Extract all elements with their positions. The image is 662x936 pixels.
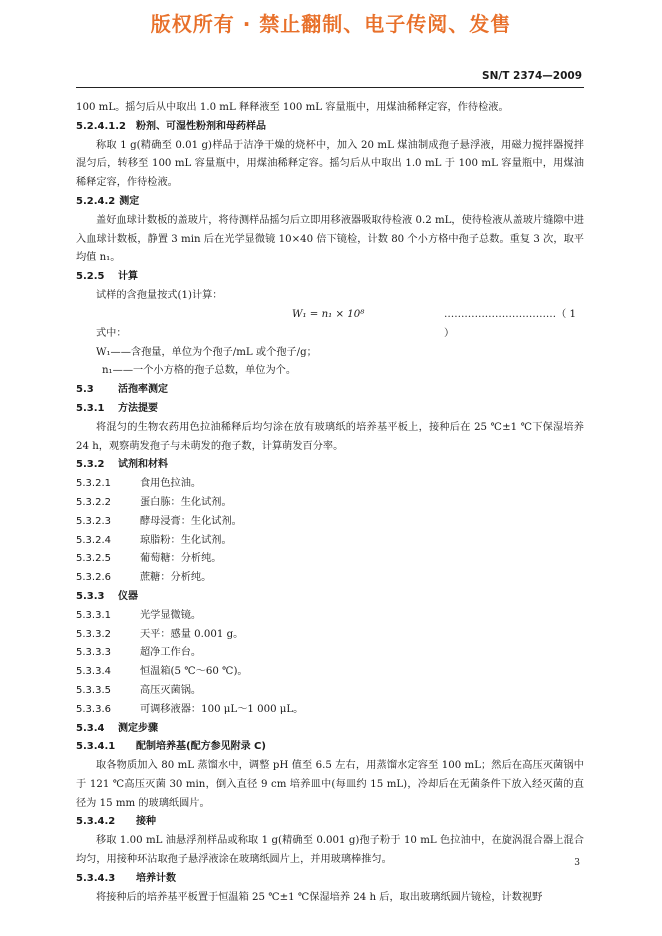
paragraph-culture-medium: 取各物质加入 80 mL 蒸馏水中，调整 pH 值至 6.5 左右，用蒸馏水定容至 100 mL；然后在高压灭菌锅中于 121 ℃高压灭菌 30 min，倒入直径 9 cm 培养皿中(每皿约 15 mL)，冷却后在无菌条件下放入经灭菌的直径为 15 mm 的玻璃纸圆片。 bbox=[76, 760, 584, 809]
section-heading-5-3-4-1: 5.3.4.1 配制培养基(配方参见附录 C) bbox=[76, 741, 266, 753]
list-item: 5.3.2.1 食用色拉油。 bbox=[76, 478, 202, 490]
list-item: 5.3.3.5 高压灭菌锅。 bbox=[76, 684, 202, 696]
section-heading-5-3-4-2: 5.3.4.2 接种 bbox=[76, 816, 156, 828]
section-heading-5-3-4-3: 5.3.4.3 培养计数 bbox=[76, 872, 176, 884]
formula-number: ……………………………（ 1 ） bbox=[444, 308, 576, 339]
list-item: 5.3.2.5 葡萄糖：分析纯。 bbox=[76, 553, 222, 565]
section-heading-5-2-5: 5.2.5 计算 bbox=[76, 271, 138, 283]
list-item: 5.3.3.2 天平：感量 0.001 g。 bbox=[76, 628, 244, 640]
section-heading-5-3: 5.3 活孢率测定 bbox=[76, 384, 168, 396]
paragraph-method-summary: 将混匀的生物农药用色拉油稀释后均匀涂在放有玻璃纸的培养基平板上，接种后在 25 ℃±1 ℃下保湿培养 24 h，观察萌发孢子与未萌发的孢子数，计算萌发百分率。 bbox=[76, 421, 584, 452]
page-number: 3 bbox=[574, 858, 580, 868]
section-heading-5-3-3: 5.3.3 仪器 bbox=[76, 590, 138, 602]
list-item: 5.3.2.6 蔗糖：分析纯。 bbox=[76, 572, 212, 584]
list-item: 5.3.2.2 蛋白胨：生化试剂。 bbox=[76, 496, 232, 508]
where-label: 式中： bbox=[96, 327, 127, 339]
standard-code: SN/T 2374—2009 bbox=[482, 70, 582, 82]
document-body bbox=[76, 99, 584, 907]
list-item: 5.3.3.6 可调移液器：100 μL～1 000 μL。 bbox=[76, 703, 304, 715]
formula-expression: W₁ = n₁ × 10⁸ bbox=[292, 308, 365, 320]
section-heading-5-2-4-2: 5.2.4.2 测定 bbox=[76, 195, 140, 207]
copyright-watermark: 版权所有 · 禁止翻制、电子传阅、发售 bbox=[150, 12, 512, 36]
list-item: 5.3.3.4 恒温箱(5 ℃～60 ℃)。 bbox=[76, 666, 248, 678]
reagent-list bbox=[76, 475, 584, 588]
instrument-list bbox=[76, 607, 584, 720]
paragraph-powder-sample: 称取 1 g(精确至 0.01 g)样品于洁净干燥的烧杯中，加入 20 mL 煤油制成孢子悬浮液，用磁力搅拌器搅拌混匀后，转移至 100 mL 容量瓶中，用煤油稀释定容。摇匀后从中取出 1.0 mL 于 100 mL 容量瓶中，用煤油稀释定容，作待检液。 bbox=[76, 139, 584, 189]
list-item: 5.3.3.1 光学显微镜。 bbox=[76, 609, 202, 621]
section-heading-5-3-4: 5.3.4 测定步骤 bbox=[76, 722, 158, 734]
paragraph-measurement: 盖好血球计数板的盖玻片，将待测样品摇匀后立即用移液器吸取待检液 0.2 mL，使待检液从盖玻片缝隙中进入血球计数板，静置 3 min 后在光学显微镜 10×40 倍下镜检，计数 80 个小方格中孢子总数。重复 3 次，取平均值 n₁。 bbox=[76, 214, 584, 264]
header-rule bbox=[76, 87, 584, 88]
section-heading-5-3-1: 5.3.1 方法提要 bbox=[76, 402, 158, 414]
definition-n1: n₁——一个小方格的孢子总数，单位为个。 bbox=[102, 365, 297, 377]
paragraph-culture-count: 将接种后的培养基平板置于恒温箱 25 ℃±1 ℃保湿培养 24 h 后，取出玻璃纸圆片镜检，计数视野 bbox=[96, 891, 543, 903]
definition-w1: W₁——含孢量，单位为个孢子/mL 或个孢子/g； bbox=[96, 346, 317, 358]
paragraph-calculation: 试样的含孢量按式(1)计算： bbox=[96, 289, 223, 301]
paragraph-continuation: 100 mL。摇匀后从中取出 1.0 mL 释释液至 100 mL 容量瓶中，用煤油稀释定容，作待检液。 bbox=[76, 102, 509, 113]
list-item: 5.3.2.4 琼脂粉：生化试剂。 bbox=[76, 534, 232, 546]
list-item: 5.3.2.3 酵母浸膏：生化试剂。 bbox=[76, 515, 242, 527]
paragraph-inoculation: 移取 1.00 mL 油悬浮剂样品或称取 1 g(精确至 0.001 g)孢子粉于 10 mL 色拉油中，在旋涡混合器上混合均匀，用接种环沾取孢子悬浮液涂在玻璃纸圆片上，并用玻璃棒推匀。 bbox=[76, 835, 584, 866]
section-heading-5-3-2: 5.3.2 试剂和材料 bbox=[76, 459, 168, 471]
section-heading-5-2-4-1-2: 5.2.4.1.2 粉剂、可湿性粉剂和母药样品 bbox=[76, 120, 266, 132]
list-item: 5.3.3.3 超净工作台。 bbox=[76, 647, 202, 659]
